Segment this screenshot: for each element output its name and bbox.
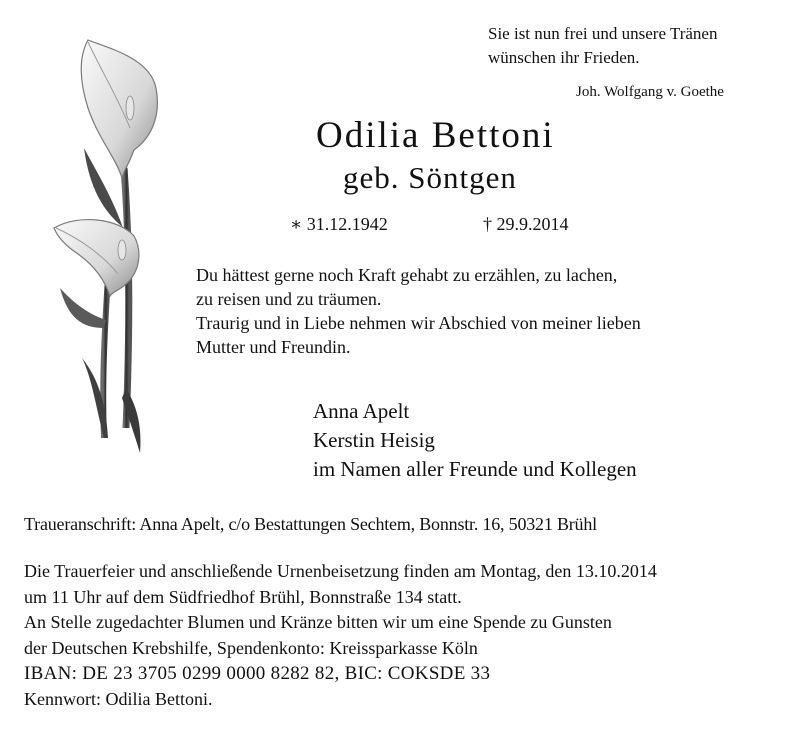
deceased-name: Odilia Bettoni bbox=[316, 115, 555, 156]
message-line: zu reisen und zu träumen. bbox=[196, 289, 382, 309]
mourners-signature bbox=[313, 397, 637, 484]
message-line: Mutter und Freundin. bbox=[196, 337, 351, 357]
birth-date: ∗ 31.12.1942 bbox=[290, 214, 388, 234]
mourner-name: Kerstin Heisig bbox=[313, 428, 435, 452]
maiden-name: geb. Söntgen bbox=[343, 160, 517, 195]
quote-line: Sie ist nun frei und unsere Tränen bbox=[488, 24, 718, 43]
mourning-address: Traueranschrift: Anna Apelt, c/o Bestattungen Sechtem, Bonnstr. 16, 50321 Brühl bbox=[24, 514, 597, 534]
farewell-message bbox=[196, 263, 641, 359]
calla-lily-illustration bbox=[38, 28, 168, 460]
details-line: der Deutschen Krebshilfe, Spendenkonto: Kreissparkasse Köln bbox=[24, 637, 478, 658]
funeral-details bbox=[24, 559, 657, 712]
message-line: Du hättest gerne noch Kraft gehabt zu erzählen, zu lachen, bbox=[196, 265, 618, 285]
quote-line: wünschen ihr Frieden. bbox=[488, 48, 640, 67]
donation-keyword: Kennwort: Odilia Bettoni. bbox=[24, 688, 213, 709]
message-line: Traurig und in Liebe nehmen wir Abschied von meiner lieben bbox=[196, 313, 641, 333]
quote-author: Joh. Wolfgang v. Goethe bbox=[576, 84, 724, 100]
bank-details: IBAN: DE 23 3705 0299 0000 8282 82, BIC: COKSDE 33 bbox=[24, 663, 491, 684]
death-date: † 29.9.2014 bbox=[483, 214, 569, 234]
details-line: An Stelle zugedachter Blumen und Kränze bitten wir um eine Spende zu Gunsten bbox=[24, 612, 612, 632]
mourner-name: Anna Apelt bbox=[313, 399, 410, 423]
details-line: um 11 Uhr auf dem Südfriedhof Brühl, Bonnstraße 134 statt. bbox=[24, 586, 462, 607]
goethe-quote bbox=[488, 22, 778, 100]
mourner-group: im Namen aller Freunde und Kollegen bbox=[313, 457, 637, 481]
details-line: Die Trauerfeier und anschließende Urnenbeisetzung finden am Montag, den 13.10.2014 bbox=[24, 561, 657, 581]
